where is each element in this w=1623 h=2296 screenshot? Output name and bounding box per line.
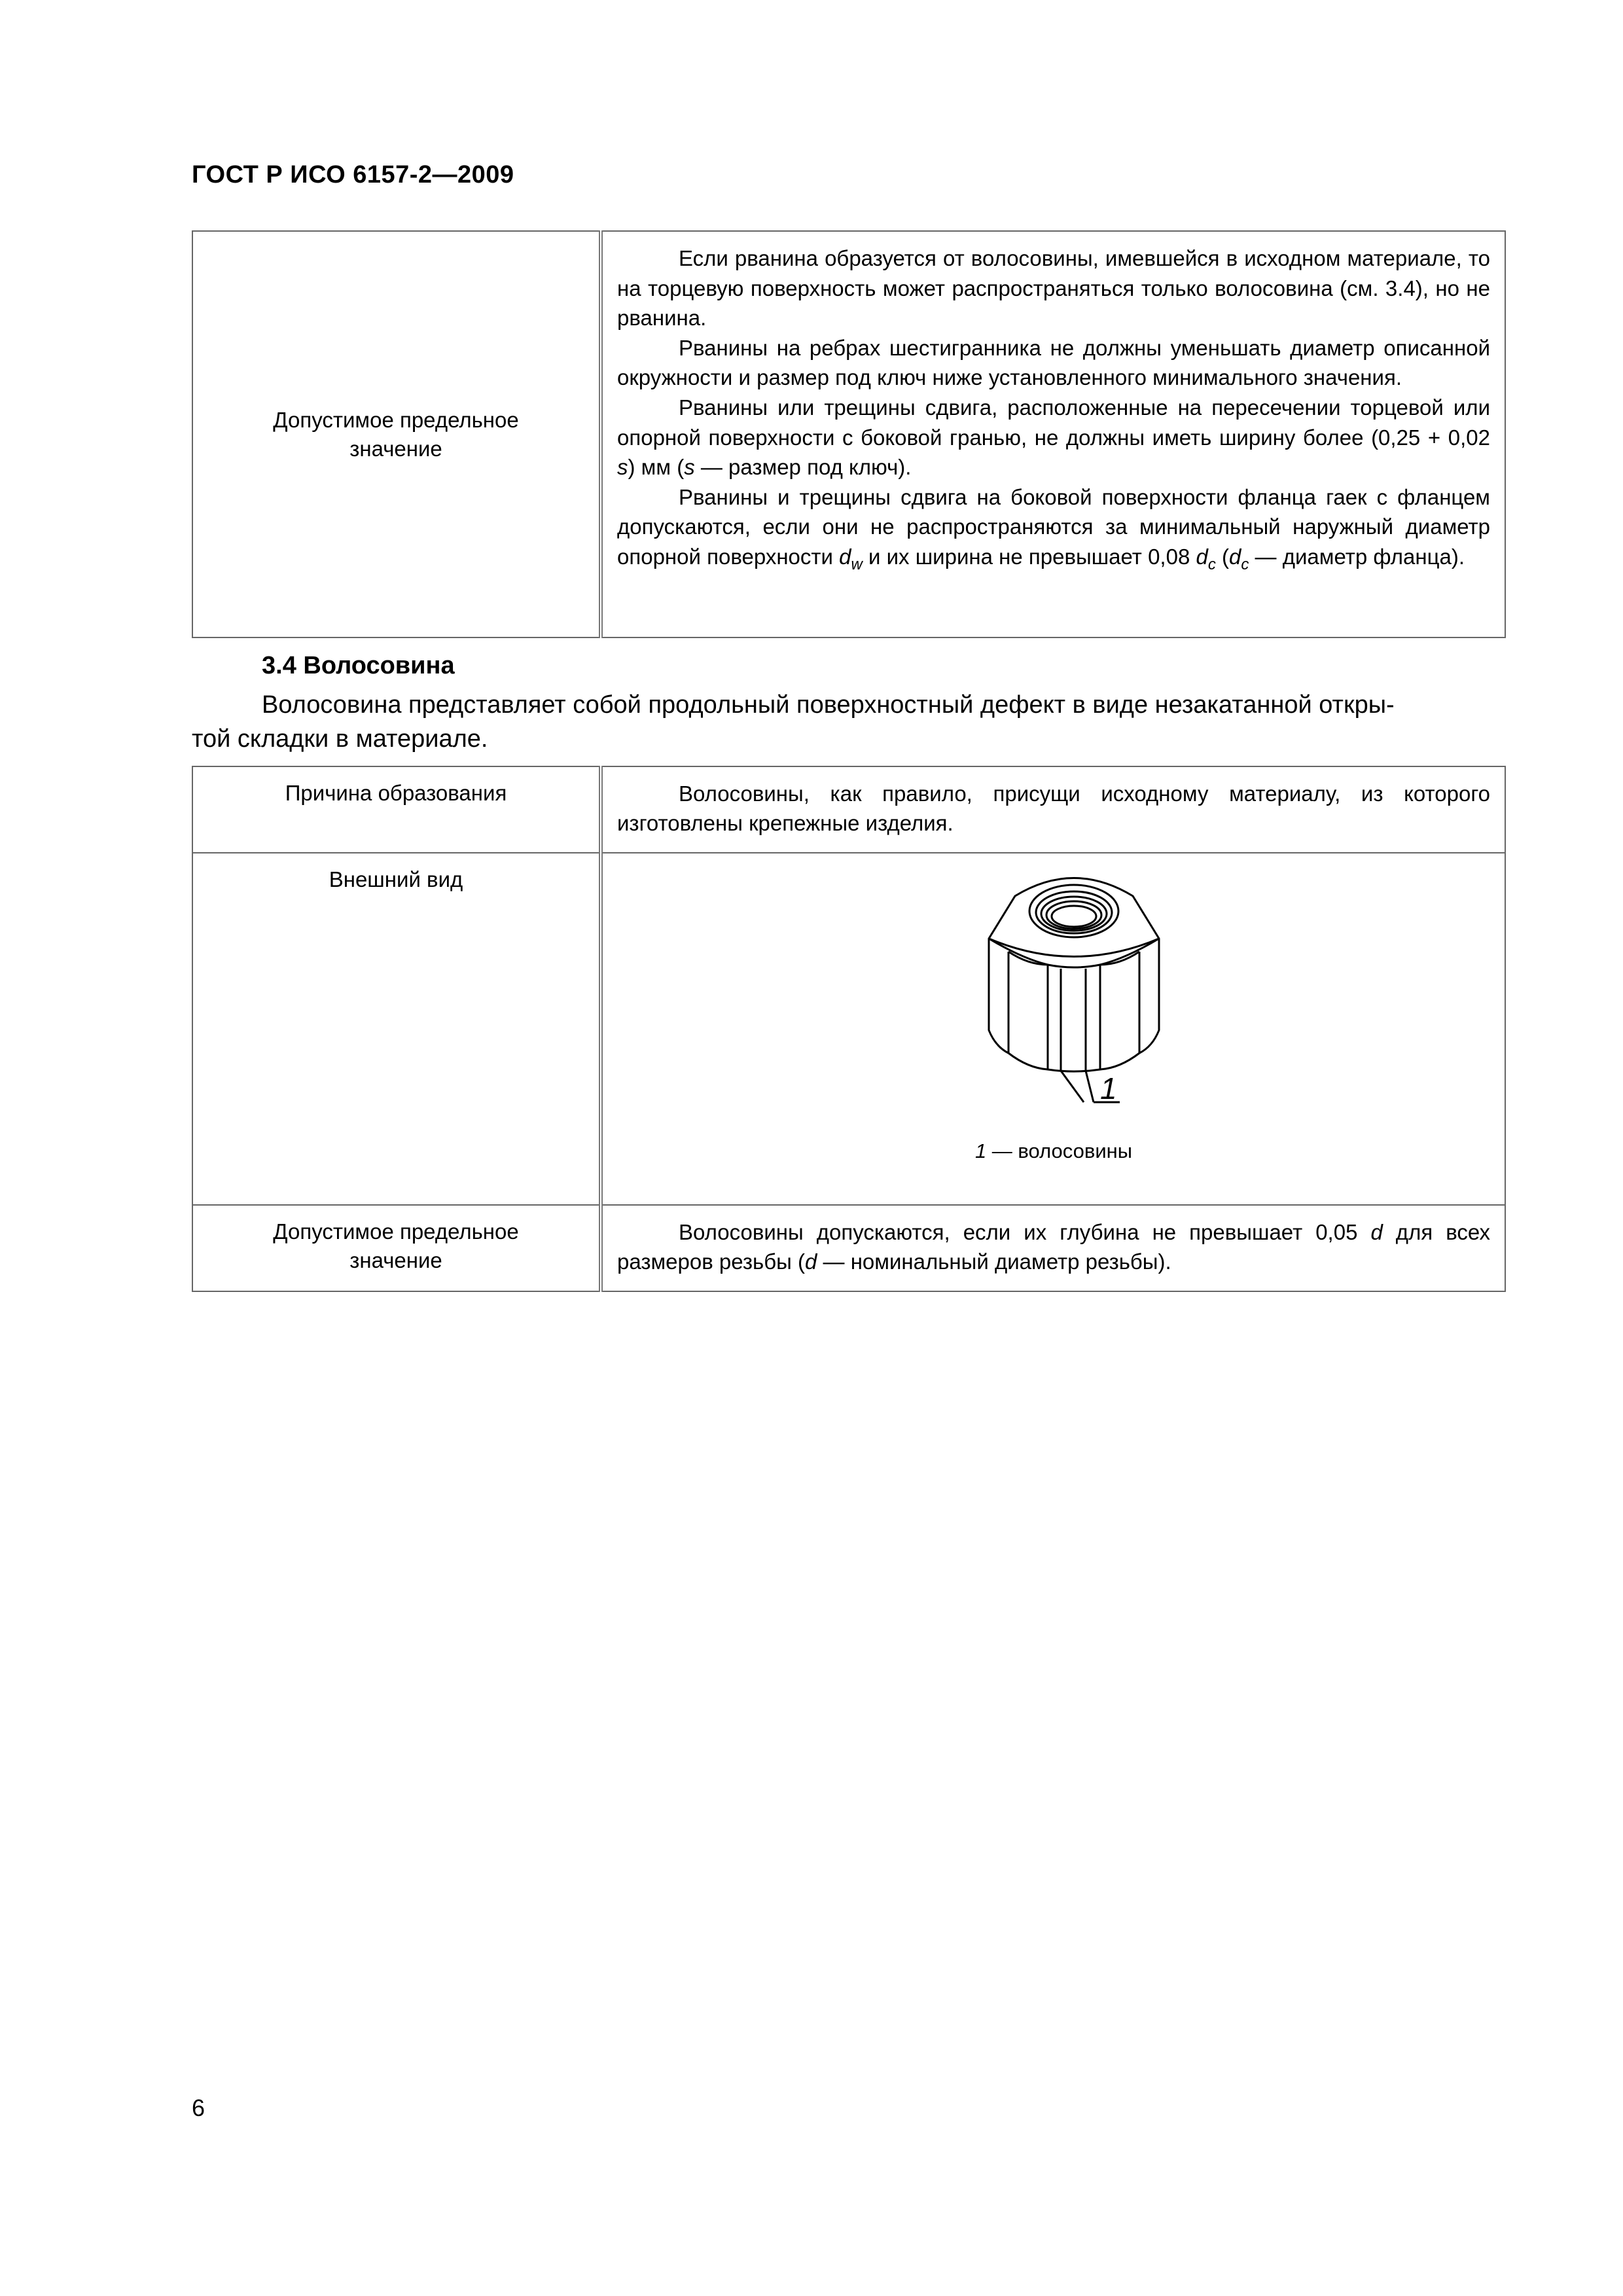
row-content-cell bbox=[601, 1205, 1505, 1291]
paragraph: Рванины или трещины сдвига, расположенные на пересечении торцевой или опорной поверхности с боковой гранью, не должны иметь ширину более (0,25 + 0,02 s) мм (s — размер под ключ). bbox=[617, 395, 1490, 480]
row-content-cell bbox=[601, 766, 1505, 853]
row-label-cell: Внешний вид bbox=[192, 853, 601, 1205]
table-row bbox=[192, 231, 1505, 637]
row-label-cell: Причина образования bbox=[192, 766, 601, 853]
document-header: ГОСТ Р ИСО 6157-2—2009 bbox=[192, 161, 514, 188]
paragraph: Рванины и трещины сдвига на боковой поверхности фланца гаек с фланцем допускаются, если они не распространяются за минимальный наружный диаметр опорной поверхности $d_w$ и их ширина не превышает 0,08 $d_c$ ($d_c$ — диаметр фланца). bbox=[617, 484, 1490, 573]
row-label: Допустимое предельное значение bbox=[273, 407, 519, 461]
section-title: 3.4 Волосовина bbox=[262, 652, 455, 679]
paragraph: Волосовины допускаются, если их глубина не превышает 0,05 d для всех размеров резьбы (d — номинальный диаметр резьбы). bbox=[617, 1220, 1490, 1274]
paragraph: Если рванина образуется от волосовины, имевшейся в исходном материале, то на торцевую поверхность может распространяться только волосовина (см. 3.4), но не рванина. bbox=[617, 246, 1490, 331]
table-row bbox=[192, 853, 1505, 1205]
figure-caption: 1 — волосовины bbox=[974, 1139, 1133, 1162]
row-label-cell bbox=[192, 231, 601, 637]
table-row bbox=[192, 1205, 1505, 1291]
figure-callout: 1 bbox=[1100, 1071, 1117, 1105]
row-label-cell: Допустимое предельное значение bbox=[192, 1205, 601, 1291]
paragraph: Рванины на ребрах шестигранника не должны уменьшать диаметр описанной окружности и размер под ключ ниже установленного минимального значения. bbox=[617, 335, 1490, 390]
section-intro: Волосовина представляет собой продольный поверхностный дефект в виде незакатанной откры- той складки в материале. bbox=[192, 691, 1395, 753]
paragraph: Волосовины, как правило, присущи исходному материалу, из которого изготовлены крепежные изделия. bbox=[617, 781, 1490, 835]
page-number: 6 bbox=[192, 2094, 205, 2121]
seam-defect-table bbox=[192, 766, 1506, 1292]
defect-table-continued bbox=[192, 230, 1506, 638]
row-content-cell bbox=[601, 853, 1505, 1205]
figure bbox=[603, 853, 1505, 1193]
hex-nut-seams-illustration bbox=[969, 860, 1179, 1122]
table-row bbox=[192, 766, 1505, 853]
row-content-cell bbox=[601, 231, 1505, 637]
